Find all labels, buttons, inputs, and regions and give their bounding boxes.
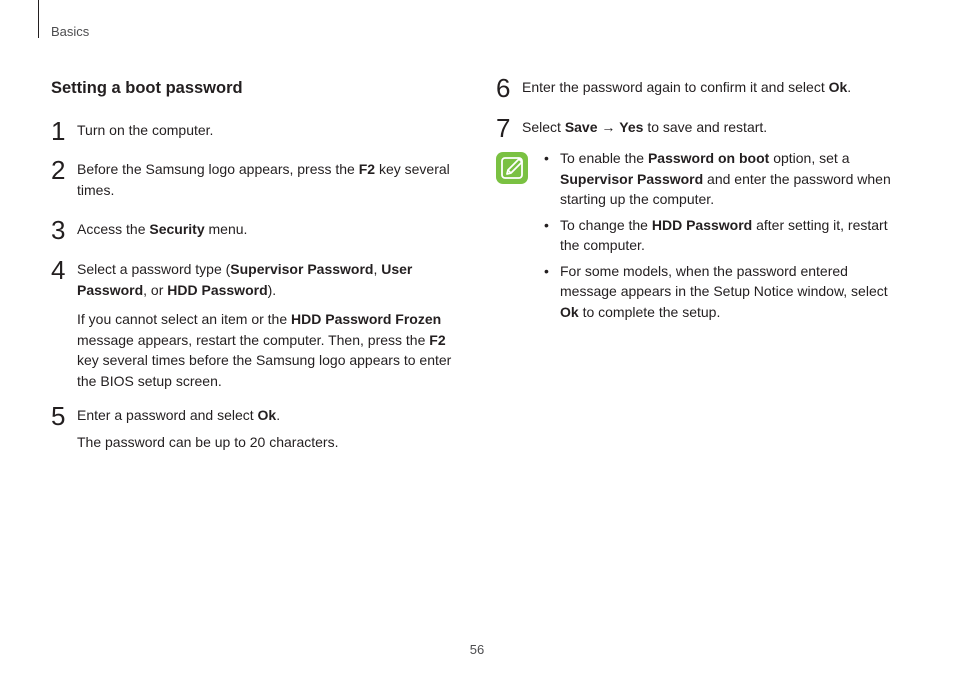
step-note (77, 309, 462, 391)
step-text (77, 219, 462, 240)
step-text (522, 77, 922, 98)
bullet-text (560, 217, 888, 254)
step-number: 2 (51, 155, 66, 185)
note-pencil-icon (496, 152, 528, 184)
bold-term: Ok (828, 79, 848, 95)
bold-term: HDD Password (167, 281, 268, 298)
header-section-label: Basics (51, 24, 90, 39)
text-run: Enter the password again to confirm it and select (522, 79, 829, 95)
text-run: menu. (204, 221, 248, 237)
bold-term: HDD Password Frozen (291, 311, 442, 327)
text-run: If you cannot select an item or the (77, 311, 292, 327)
text-run: Turn on the computer. (77, 122, 214, 138)
step-text (77, 405, 462, 426)
text-run: after setting it, restart the computer. (560, 216, 888, 253)
step-note (77, 432, 462, 453)
bold-term: User Password (77, 261, 413, 298)
text-run: . (276, 407, 281, 423)
step-number: 3 (51, 215, 66, 245)
text-run: to complete the setup. (578, 303, 721, 320)
text-run: , (373, 261, 382, 277)
step-number: 4 (51, 255, 66, 285)
note-bullet-list (544, 148, 904, 327)
note-bullet-item (544, 148, 904, 210)
bold-term: F2 (429, 331, 446, 348)
text-run: Enter a password and select (77, 407, 258, 423)
note-bullet-item (544, 261, 904, 323)
text-run: For some models, when the password entered message appears in the Setup Notice window, select (560, 262, 888, 299)
text-run: to save and restart. (643, 119, 768, 135)
text-run: Before the Samsung logo appears, press the (77, 161, 359, 177)
bold-term: F2 (358, 161, 376, 177)
bold-term: Supervisor Password (230, 261, 374, 277)
text-run: message appears, restart the computer. Then, press the (77, 331, 430, 348)
bullet-dot: • (544, 216, 549, 233)
step-number: 7 (496, 113, 511, 143)
header-rule (38, 0, 39, 38)
text-run: ). (267, 281, 277, 298)
bold-term: Security (149, 221, 205, 237)
page-number: 56 (469, 642, 485, 657)
note-bullet-item (544, 215, 904, 256)
bold-term: Supervisor Password (560, 170, 704, 187)
text-run: The password can be up to 20 characters. (77, 434, 339, 450)
text-run: option, set a (769, 150, 850, 166)
text-run: Select a password type ( (77, 261, 231, 277)
bold-term: Ok (560, 303, 579, 320)
text-run: To change the (560, 216, 652, 233)
bullet-dot: • (544, 262, 549, 279)
section-title: Setting a boot password (51, 79, 243, 97)
text-run: → (597, 119, 620, 135)
step-text (77, 120, 462, 141)
step-number: 6 (496, 73, 511, 103)
step-text (77, 259, 462, 300)
text-run: Access the (77, 221, 150, 237)
bold-term: Ok (257, 407, 277, 423)
step-text (77, 159, 462, 200)
bullet-dot: • (544, 150, 549, 166)
step-number: 5 (51, 401, 66, 431)
text-run: key several times. (77, 161, 450, 198)
bullet-text (560, 150, 891, 207)
text-run: , or (143, 281, 168, 298)
text-run: and enter the password when starting up the computer. (560, 170, 891, 207)
text-run: Select (522, 119, 565, 135)
text-run: key several times before the Samsung logo appears to enter the BIOS setup screen. (77, 352, 452, 389)
step-text (522, 117, 922, 138)
bold-term: Yes (619, 119, 644, 135)
text-run: . (847, 79, 852, 95)
bullet-text (560, 263, 888, 320)
bold-term: Save (564, 119, 598, 135)
bold-term: HDD Password (651, 216, 753, 233)
step-number: 1 (51, 116, 66, 146)
text-run: To enable the (560, 150, 648, 166)
bold-term: Password on boot (647, 150, 770, 166)
